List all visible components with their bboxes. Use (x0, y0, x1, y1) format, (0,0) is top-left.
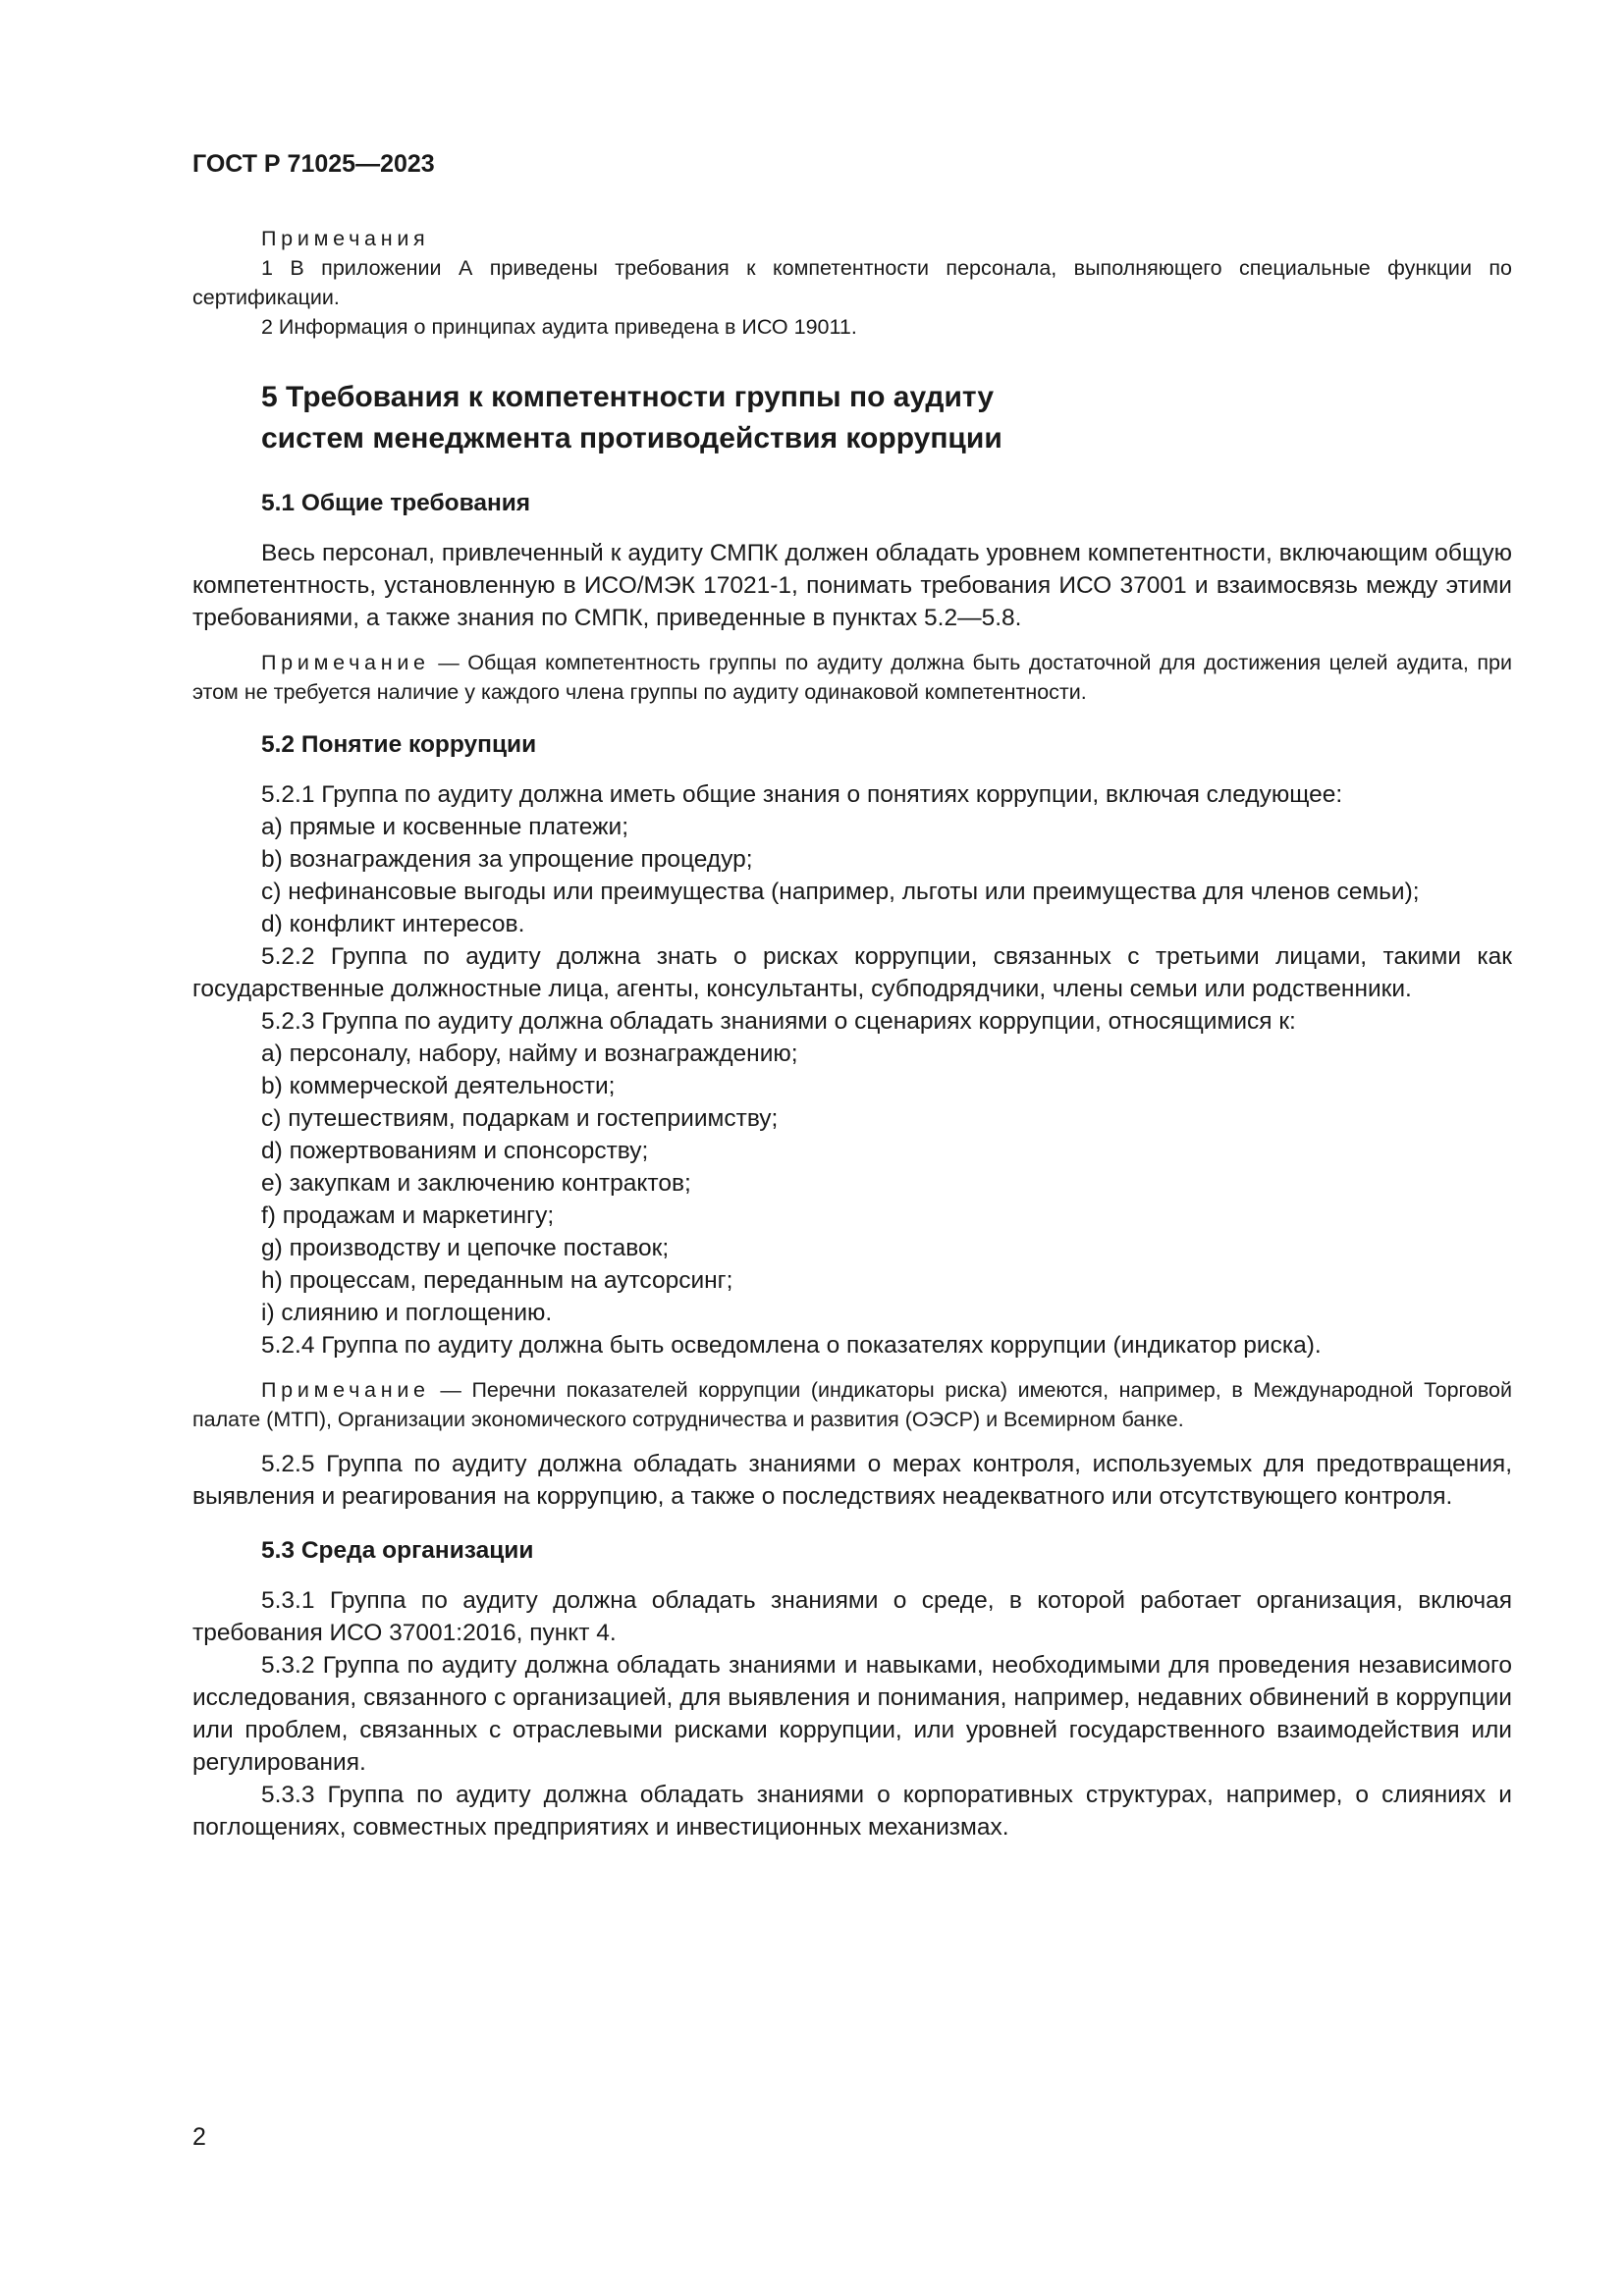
list-item: a) прямые и косвенные платежи; (261, 814, 629, 840)
paragraph-5-2-3: 5.2.3 Группа по аудиту должна обладать знаниями о сценариях коррупции, относящимися к: (261, 1008, 1296, 1035)
paragraph-5-2-4: 5.2.4 Группа по аудиту должна быть осведомлена о показателях коррупции (индикатор риска). (261, 1332, 1322, 1359)
list-item: h) процессам, переданным на аутсорсинг; (261, 1267, 733, 1294)
note-label: Примечание (261, 1378, 430, 1402)
subsection-5-3-title: 5.3 Среда организации (261, 1537, 534, 1564)
note-label: Примечание (261, 651, 430, 674)
list-item: d) пожертвованиям и спонсорству; (261, 1138, 649, 1164)
list-item: f) продажам и маркетингу; (261, 1202, 555, 1229)
paragraph-5-2-1: 5.2.1 Группа по аудиту должна иметь общие знания о понятиях коррупции, включая следующее: (261, 781, 1343, 808)
list-item: g) производству и цепочке поставок; (261, 1235, 670, 1261)
page-number: 2 (192, 2123, 206, 2151)
paragraph-5-3-1: 5.3.1 Группа по аудиту должна обладать знаниями о среде, в которой работает организация, включая требования ИСО 37001:2016, пункт 4. (192, 1587, 1512, 1646)
subsection-5-2-title: 5.2 Понятие коррупции (261, 731, 537, 758)
section-5-title-line1: 5 Требования к компетентности группы по аудиту (261, 381, 995, 413)
paragraph-5-3-2: 5.3.2 Группа по аудиту должна обладать знаниями и навыками, необходимыми для проведения независимого исследования, связанного с организацией, для выявления и понимания, например, недавних обвинений в коррупции или проблем, связанных с отраслевыми рисками коррупции, или уровней государственного взаимодействия или регулирования. (192, 1652, 1512, 1776)
note-5-2-4 (192, 1375, 1512, 1434)
subsection-5-1-title: 5.1 Общие требования (261, 490, 531, 516)
list-item: i) слиянию и поглощению. (261, 1300, 553, 1326)
paragraph-5-3-3: 5.3.3 Группа по аудиту должна обладать знаниями о корпоративных структурах, например, о слияниях и поглощениях, совместных предприятиях и инвестиционных механизмах. (192, 1782, 1512, 1841)
list-item: c) путешествиям, подаркам и гостеприимству; (261, 1105, 779, 1132)
note-5-1 (192, 648, 1512, 707)
note-2: 2 Информация о принципах аудита приведена в ИСО 19011. (261, 315, 857, 339)
paragraph-5-2-5: 5.2.5 Группа по аудиту должна обладать знаниями о мерах контроля, используемых для предотвращения, выявления и реагирования на коррупцию, а также о последствиях неадекватного или отсутствующего контроля. (192, 1451, 1512, 1510)
document-header: ГОСТ Р 71025—2023 (192, 150, 435, 178)
paragraph-5-1: Весь персонал, привлеченный к аудиту СМПК должен обладать уровнем компетентности, включающим общую компетентность, установленную в ИСО/МЭК 17021-1, понимать требования ИСО 37001 и взаимосвязь между этими требованиями, а также знания по СМПК, приведенные в пунктах 5.2—5.8. (192, 540, 1512, 631)
list-item: e) закупкам и заключению контрактов; (261, 1170, 691, 1197)
note-1: 1 В приложении А приведены требования к компетентности персонала, выполняющего специальные функции по сертификации. (192, 256, 1512, 309)
paragraph-5-2-2: 5.2.2 Группа по аудиту должна знать о рисках коррупции, связанных с третьими лицами, такими как государственные должностные лица, агенты, консультанты, субподрядчики, члены семьи или родственники. (192, 943, 1512, 1002)
note-text: — Общая компетентность группы по аудиту должна быть достаточной для достижения целей аудита, при этом не требуется наличие у каждого члена группы по аудиту одинаковой компетентности. (192, 651, 1512, 704)
list-item: b) коммерческой деятельности; (261, 1073, 616, 1099)
section-5-title (192, 377, 1512, 459)
notes-heading: Примечания (261, 227, 430, 250)
document-body (192, 224, 1512, 1843)
note-text: — Перечни показателей коррупции (индикаторы риска) имеются, например, в Международной Торговой палате (МТП), Организации экономического сотрудничества и развития (ОЭСР) и Всемирном банке. (192, 1378, 1512, 1431)
list-item: a) персоналу, набору, найму и вознаграждению; (261, 1041, 798, 1067)
list-item: b) вознаграждения за упрощение процедур; (261, 846, 753, 873)
section-5-title-line2: систем менеджмента противодействия коррупции (261, 422, 1002, 454)
list-item: c) нефинансовые выгоды или преимущества (например, льготы или преимущества для членов семьи); (261, 879, 1420, 905)
list-item: d) конфликт интересов. (261, 911, 525, 937)
